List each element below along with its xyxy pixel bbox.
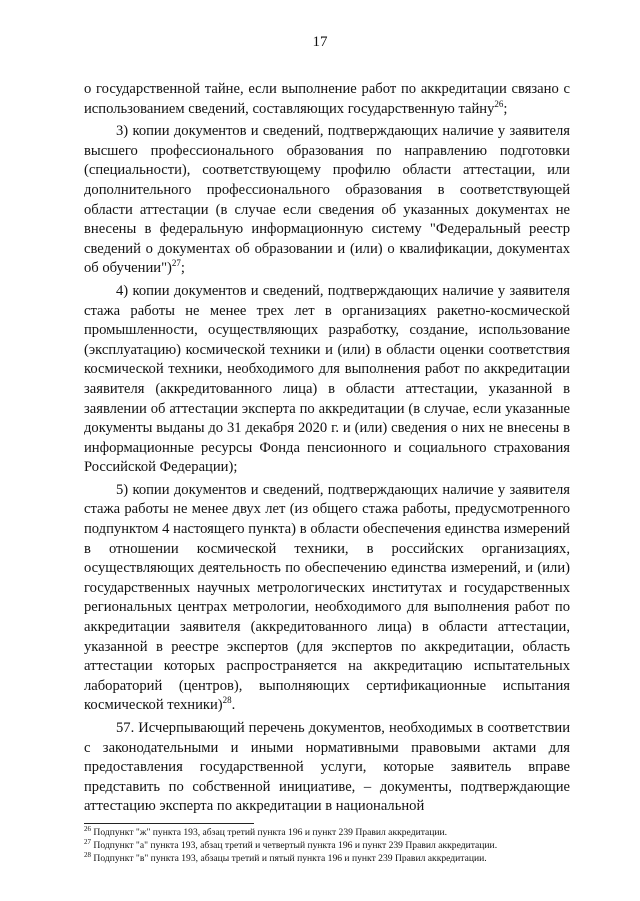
paragraph-item-4 <box>84 282 570 478</box>
paragraph-end: . <box>231 697 236 714</box>
paragraph-item-3 <box>84 122 570 279</box>
paragraph-continuation <box>84 80 570 119</box>
footnote-28 <box>84 850 570 866</box>
footnote-text: Подпункт "а" пункта 193, абзац третий и четвертый пункта 196 и пункт 239 Правил аккредитации. <box>93 839 498 851</box>
paragraph-text: 5) копии документов и сведений, подтверждающих наличие у заявителя стажа работы не менее двух лет (из общего стажа работы, предусмотренного подпунктом 4 настоящего пункта) в области обеспечения единства измерений в отношении космической техники, в российских организациях, осуществляющих деятельность по обеспечению единства измерений, и (или) государственных научных метрологических институтах и государственных региональных центрах метрологии, необходимого для выполнения работ по аккредитации заявителя (аккредитованного лица) в области аттестации, указанной в реестре экспертов (для экспертов по аккредитации, область аттестации которых распространяется на аккредитацию испытательных лабораторий (центров), выполняющих сертификационные испытания космической техники) <box>84 481 570 714</box>
footnote-27 <box>84 837 570 853</box>
paragraph-text: 4) копии документов и сведений, подтверждающих наличие у заявителя стажа работы не менее трех лет в организациях ракетно-космической промышленности, осуществляющих разработку, создание, использование (эксплуатацию) космической техники и (или) в области оценки соответствия космической техники, необходимого для выполнения работ по аккредитации заявителя (аккредитованного лица) в области аттестации, указанной в заявлении об аттестации эксперта по аккредитации (в случае, если указанные документы выданы до 31 декабря 2020 г. и (или) сведения о них не внесены в информационные ресурсы Фонда пенсионного и социального страхования Российской Федерации); <box>84 282 570 476</box>
footnote-ref: 26 <box>494 98 504 109</box>
footnotes <box>84 824 570 865</box>
footnote-number: 26 <box>84 824 91 833</box>
footnote-text: Подпункт "в" пункта 193, абзацы третий и пятый пункта 196 и пункт 239 Правил аккредитации. <box>93 852 487 864</box>
paragraph-end: ; <box>180 260 185 277</box>
footnote-number: 28 <box>84 850 91 859</box>
paragraph-text: 57. Исчерпывающий перечень документов, необходимых в соответствии с законодательными и иными нормативными правовыми актами для предоставления государственной услуги, которые заявитель вправе представить по собственной инициативе, – документы, подтверждающие аттестацию эксперта по аккредитации в национальной <box>84 720 570 815</box>
paragraph-item-5 <box>84 481 570 716</box>
paragraph-text: о государственной тайне, если выполнение работ по аккредитации связано с использованием сведений, составляющих государственную тайну <box>84 81 570 117</box>
paragraph-text: 3) копии документов и сведений, подтверждающих наличие у заявителя высшего профессионального образования по направлению подготовки (специальности), соответствующему профилю области аттестации, или дополнительного профессионального образования в соответствующей области аттестации (в случае если сведения об указанных документах не внесены в федеральную информационную систему "Федеральный реестр сведений о документах об образовании и (или) о квалификации, документах об обучении") <box>84 123 570 277</box>
footnote-ref: 28 <box>222 695 232 706</box>
page-number: 17 <box>312 34 328 50</box>
paragraph-57 <box>84 719 570 817</box>
footnote-text: Подпункт "ж" пункта 193, абзац третий пункта 196 и пункт 239 Правил аккредитации. <box>93 827 448 838</box>
footnote-number: 27 <box>84 837 91 846</box>
footnote-ref: 27 <box>171 258 181 269</box>
body-text <box>84 80 570 817</box>
footnote-26 <box>84 824 570 840</box>
footnote-divider <box>84 823 254 824</box>
paragraph-end: ; <box>503 100 508 117</box>
